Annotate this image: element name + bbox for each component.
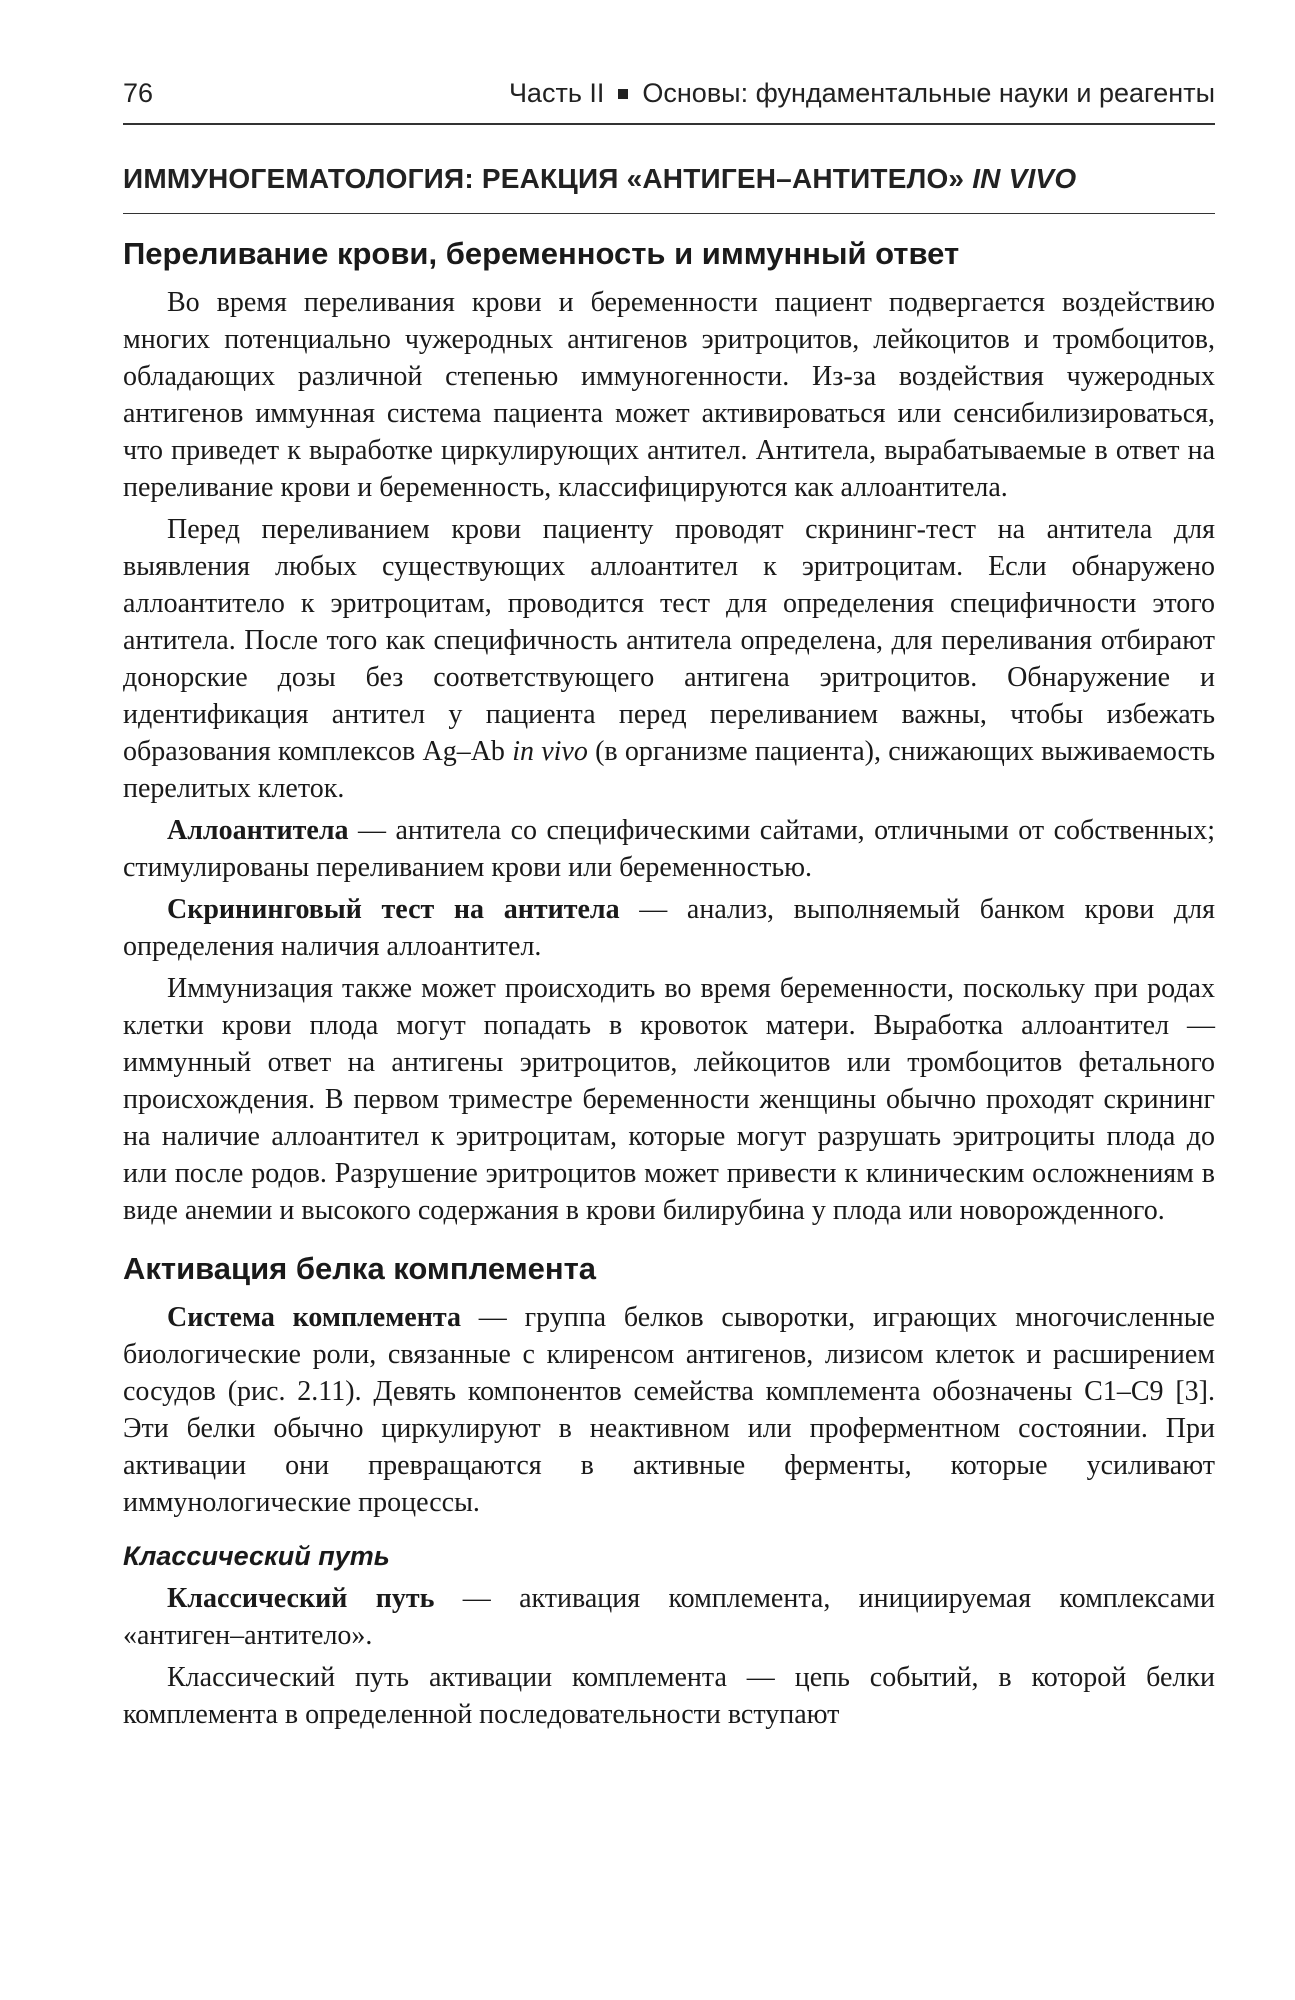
italic-term: in vivo bbox=[512, 736, 588, 767]
definition-term: Система комплемента bbox=[167, 1302, 461, 1333]
paragraph: Иммунизация также может происходить во время беременности, поскольку при родах клетки крови плода могут попадать в кровоток матери. Выработка аллоантител — иммунный ответ на антигены эритроцитов, лейкоцитов или тромбоцитов фетального происхождения. В первом триместре беременности женщины обычно проходят скрининг на наличие аллоантител к эритроцитам, которые могут разрушать эритроциты плода до или после родов. Разрушение эритроцитов может привести к клиническим осложнениям в виде анемии и высокого содержания в крови билирубина у плода или новорожденного. bbox=[123, 973, 1215, 1226]
running-header bbox=[123, 78, 1215, 125]
page-number: 76 bbox=[123, 78, 154, 108]
section-title: Основы: фундаментальные науки и реагенты bbox=[642, 78, 1215, 108]
definition-text: — антитела со специфическими сайтами, отличными от собственных; стимулированы переливанием крови или беременностью. bbox=[123, 815, 1215, 883]
chapter-heading-italic: IN VIVO bbox=[972, 163, 1077, 194]
definition-screening-test bbox=[123, 891, 1215, 965]
definition-term: Классический путь bbox=[167, 1583, 435, 1614]
header-title bbox=[509, 78, 1215, 109]
paragraph bbox=[123, 1299, 1215, 1521]
definition-term: Скрининговый тест на антитела bbox=[167, 894, 620, 925]
definition-text: — анализ, выполняемый банком крови для определения наличия аллоантител. bbox=[123, 894, 1215, 962]
definition-text: — активация комплемента, инициируемая комплексами «антиген–антитело». bbox=[123, 1583, 1215, 1651]
book-page bbox=[123, 78, 1215, 1738]
definition-classical-pathway bbox=[123, 1580, 1215, 1654]
paragraph-text: — группа белков сыворотки, играющих многочисленные биологические роли, связанные с клиренсом антигенов, лизисом клеток и расширением сосудов (рис. 2.11). Девять компонентов семейства комплемента обозначены C1–C9 [3]. Эти белки обычно циркулируют в неактивном или проферментном состоянии. При активации они превращаются в активные ферменты, которые усиливают иммунологические процессы. bbox=[123, 1302, 1215, 1518]
section-heading-complement: Активация белка комплемента bbox=[123, 1251, 597, 1286]
chapter-heading bbox=[123, 163, 1215, 214]
paragraph: Классический путь активации комплемента — цепь событий, в которой белки комплемента в определенной последовательности вступают bbox=[123, 1662, 1215, 1730]
definition-term: Аллоантитела bbox=[167, 815, 349, 846]
paragraph: Во время переливания крови и беременности пациент подвергается воздействию многих потенциально чужеродных антигенов эритроцитов, лейкоцитов и тромбоцитов, обладающих различной степенью иммуногенности. Из-за воздействия чужеродных антигенов иммунная система пациента может активироваться или сенсибилизироваться, что приведет к выработке циркулирующих антител. Антитела, вырабатываемые в ответ на переливание крови и беременность, классифицируются как аллоантитела. bbox=[123, 287, 1215, 503]
paragraph bbox=[123, 511, 1215, 807]
definition-alloantibodies bbox=[123, 812, 1215, 886]
subsection-heading-classical-pathway: Классический путь bbox=[123, 1541, 390, 1571]
square-bullet-icon bbox=[618, 89, 628, 99]
paragraph-text: Перед переливанием крови пациенту проводят скрининг-тест на антитела для выявления любых существующих аллоантител к эритроцитам. Если обнаружено аллоантитело к эритроцитам, проводится тест для определения специфичности этого антитела. После того как специфичность антитела определена, для переливания отбирают донорские дозы без соответствующего антигена эритроцитов. Обнаружение и идентификация антител у пациента перед переливанием важны, чтобы избежать образования комплексов Ag–Ab bbox=[123, 514, 1215, 767]
paragraph-text: (в организме пациента), снижающих выживаемость перелитых клеток. bbox=[123, 736, 1215, 804]
chapter-heading-main: ИММУНОГЕМАТОЛОГИЯ: РЕАКЦИЯ «АНТИГЕН–АНТИТЕЛО» bbox=[123, 163, 965, 194]
part-label: Часть II bbox=[508, 78, 605, 108]
section-heading-transfusion: Переливание крови, беременность и иммунный ответ bbox=[123, 236, 960, 271]
